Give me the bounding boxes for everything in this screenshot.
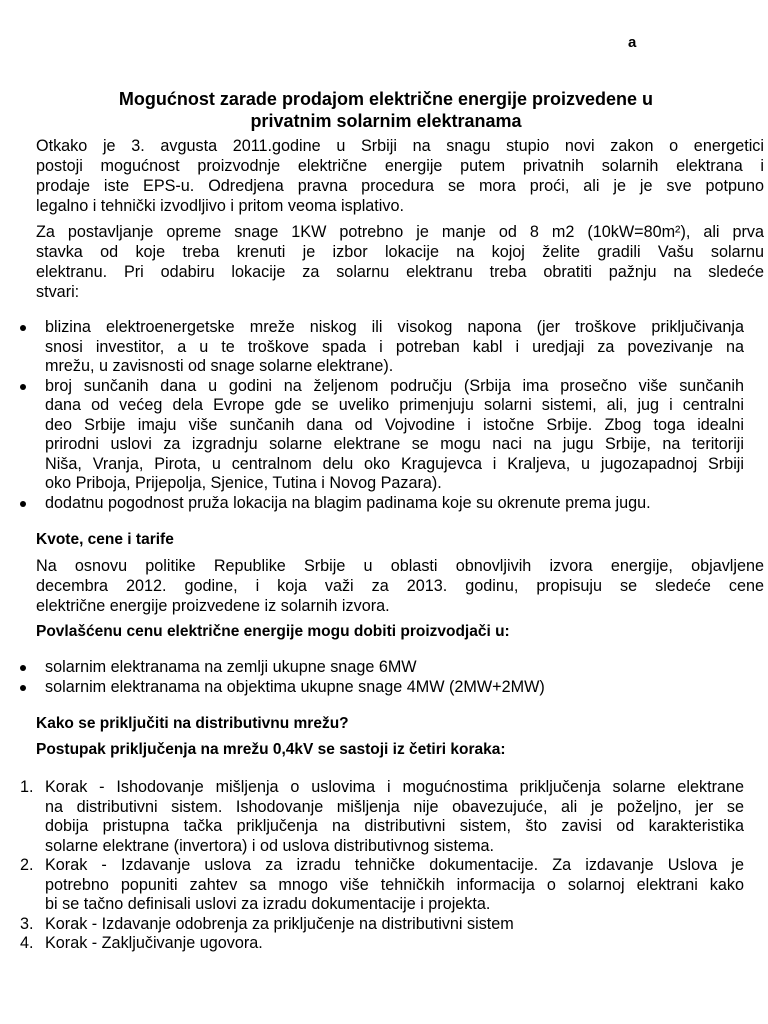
list-item: solarnim elektranama na objektima ukupne snage 4MW (2MW+2MW) <box>0 678 768 698</box>
list-item: blizina elektroenergetske mreže niskog ili visokog napona (jer troškove priključivanja snosi investitor, a u te troškove spada i potreban kabl i uredjaji za povezivanje na mrežu, u zavisnosti od snage solarne elektrane). <box>0 318 768 377</box>
list-item: broj sunčanih dana u godini na željenom području (Srbija ima prosečno više sunčanih dana od većeg dela Evrope gde se uveliko primenjuju solarni sistemi, ali, jug i centralni deo Srbije imaju više sunčanih dana od Vojvodine i istočne Srbije. Zbog toga idealni prirodni uslovi za izgradnju solarne elektrane se mogu naci na jugu Srbije, na teritoriji Niša, Vranja, Pirota, u centralnom delu oko Kragujevca i Kraljeva, u jugozapadnoj Srbiji oko Priboja, Prijepolja, Sjenice, Tutina i Novog Pazara). <box>0 377 768 494</box>
bullet-icon <box>20 384 26 390</box>
list-item: dodatnu pogodnost pruža lokacija na blagim padinama koje su okrenute prema jugu. <box>0 494 768 514</box>
page-mark: a <box>628 34 637 51</box>
step-number: 3. <box>20 914 34 933</box>
document-title <box>36 88 736 132</box>
intro-paragraph-2 <box>36 222 764 302</box>
intro-p2-line: stvari: <box>36 283 80 301</box>
section-heading-quotas: Kvote, cene i tarife <box>36 531 174 548</box>
bullet-icon <box>20 685 26 691</box>
intro-p1-line: postoji mogućnost proizvodnje električne energije putem privatnih solarnih elektrana i <box>36 157 764 175</box>
quotas-subheading: Povlašćenu cenu električne energije mogu dobiti proizvodjači u: <box>36 623 510 640</box>
quota-bullet-list <box>0 658 768 697</box>
list-item: 2. Korak - Izdavanje uslova za izradu tehničke dokumentacije. Za izdavanje Uslova je potrebno popuniti zahtev sa mnogo više tehničkih informacija o solarnoj elektrani kako bi se tačno definisali uslovi za izradu dokumentacije i projekta. <box>20 856 744 913</box>
intro-p2-line: Za postavljanje opreme snage 1KW potrebno je manje od 8 m2 (10kW=80m²), ali prva <box>36 223 764 241</box>
intro-p1-line: legalno i tehnički izvodljivo i pritom veoma isplativo. <box>36 197 404 215</box>
step-number: 1. <box>20 778 34 796</box>
intro-paragraph-1 <box>36 136 764 216</box>
bullet-icon <box>20 325 26 331</box>
list-item: 4. Korak - Zaključivanje ugovora. <box>20 934 263 952</box>
step-number: 2. <box>20 856 34 874</box>
section-heading-connect: Kako se priključiti na distributivnu mrežu? <box>36 715 349 732</box>
list-item: 3. Korak - Izdavanje odobrenja za priključenje na distributivni sistem <box>20 914 514 933</box>
intro-p1-line: prodaje iste EPS-u. Odredjena pravna procedura se mora proći, ali je je sve potpuno <box>36 177 764 195</box>
bullet-icon <box>20 665 26 671</box>
title-line-1: Mogućnost zarade prodajom električne energije proizvedene u <box>118 89 654 109</box>
connect-subheading: Postupak priključenja na mrežu 0,4kV se sastoji iz četiri koraka: <box>36 741 506 758</box>
list-item: 1. Korak - Ishodovanje mišljenja o uslovima i mogućnostima priključenja solarne elektrane na distributivni sistem. Ishodovanje mišljenja nije obavezujuće, ali je poželjno, jer se dobija pristupna tačka priključenja na distributivni sistem, što zavisi od karakteristika solarne elektrane (invertora) i od uslova distributivnog sistema. <box>20 778 744 855</box>
bullet-icon <box>20 501 26 507</box>
connection-steps-list <box>0 778 768 954</box>
intro-p1-line: Otkako je 3. avgusta 2011.godine u Srbiji na snagu stupio novi zakon o energetici <box>36 137 764 155</box>
list-item: solarnim elektranama na zemlji ukupne snage 6MW <box>0 658 768 678</box>
intro-p2-line: stavka od koje treba krenuti je izbor lokacije na kojoj želite gradili Vašu solarnu <box>36 243 764 261</box>
intro-p2-line: elektranu. Pri odabiru lokacije za solarnu elektranu treba obratiti pažnju na sledeće <box>36 263 764 281</box>
quotas-paragraph: Na osnovu politike Republike Srbije u oblasti obnovljivih izvora energije, objavljene decembra 2012. godine, i koja važi za 2013. godinu, propisuju se sledeće cene električne energije proizvedene iz solarnih izvora. <box>36 557 764 615</box>
step-number: 4. <box>20 934 34 952</box>
location-bullet-list <box>0 318 768 513</box>
title-line-2: privatnim solarnim elektranama <box>250 111 522 131</box>
